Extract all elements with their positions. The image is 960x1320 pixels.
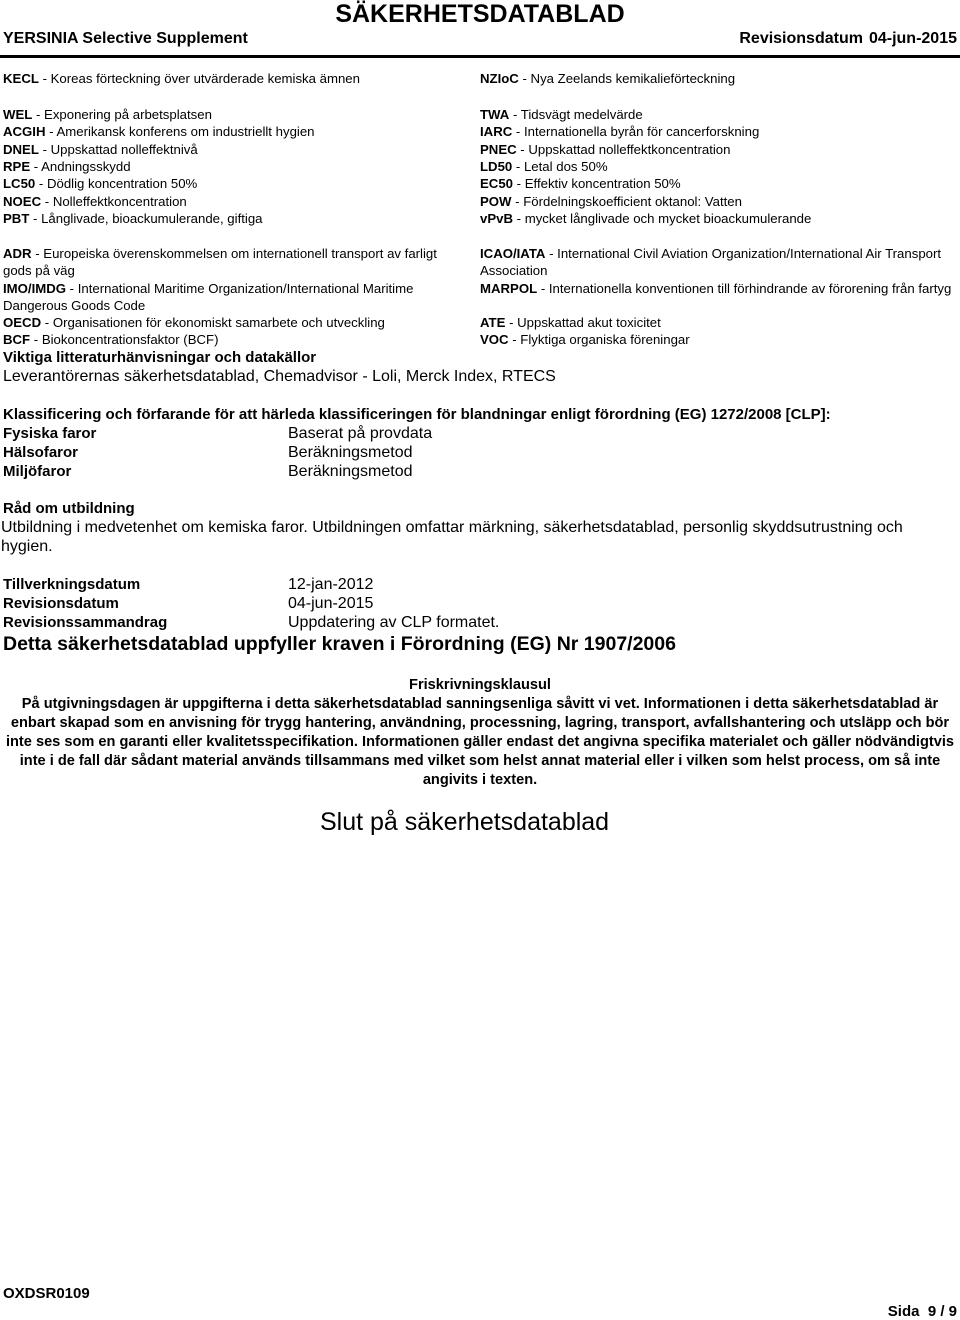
abbr-bcf: BCF - Biokoncentrationsfaktor (BCF) <box>3 332 219 347</box>
classification-label-physical: Fysiska faror <box>3 425 97 442</box>
abbr-voc: VOC - Flyktiga organiska föreningar <box>480 332 690 347</box>
revision-summary-label: Revisionssammandrag <box>3 614 168 631</box>
abbr-adr: ADR - Europeiska överenskommelsen om internationell transport av farligt gods på väg <box>3 246 437 279</box>
disclaimer-title: Friskrivningsklausul <box>409 677 551 693</box>
abbr-oecd: OECD - Organisationen för ekonomiskt samarbete och utveckling <box>3 315 385 330</box>
abbr-nzioc: NZIoC - Nya Zeelands kemikalieförteckning <box>480 71 736 86</box>
abbr-ec50: EC50 - Effektiv koncentration 50% <box>480 176 681 191</box>
product-name: YERSINIA Selective Supplement <box>3 30 248 47</box>
abbr-vpvb: vPvB - mycket långlivade och mycket bioackumulerande <box>480 211 812 226</box>
classification-value-environment: Beräkningsmetod <box>288 463 413 480</box>
abbr-twa: TWA - Tidsvägt medelvärde <box>480 107 643 122</box>
classification-value-physical: Baserat på provdata <box>288 425 433 442</box>
header-revision <box>739 30 957 48</box>
page-number: Sida 9 / 9 <box>887 1303 957 1320</box>
disclaimer-text: På utgivningsdagen är uppgifterna i detta säkerhetsdatablad sanningsenliga såvitt vi vet. Informationen i detta säkerhetsdatablad är enbart skapad som en anvisning för trygg hantering, användning, processning, lagring, transport, avfallshantering och utsläpp och bör inte ses som en garanti eller kvalitetsspecifikation. Informationen gäller endast det angivna specifika materialet och gäller nödvändigtvis inte i de fall där sådant material används tillsammans med vilket som helst annat material eller i vilken som helst process, om så inte angivits i texten. <box>5 696 955 788</box>
abbr-ld50: LD50 - Letal dos 50% <box>480 159 608 174</box>
header-divider <box>0 55 960 58</box>
abbr-imo-imdg: IMO/IMDG - International Maritime Organization/International Maritime Dangerous Goods Code <box>3 281 414 314</box>
revision-date-label: Revisionsdatum <box>3 595 119 612</box>
training-heading: Råd om utbildning <box>3 500 135 517</box>
revision-label: Revisionsdatum <box>739 30 863 47</box>
abbr-acgih: ACGIH - Amerikansk konferens om industriellt hygien <box>3 124 315 139</box>
abbr-dnel: DNEL - Uppskattad nolleffektnivå <box>3 142 198 157</box>
revision-summary-value: Uppdatering av CLP formatet. <box>288 614 500 631</box>
abbr-icao-iata: ICAO/IATA - International Civil Aviation Organization/International Air Transport Association <box>480 246 942 279</box>
abbr-noec: NOEC - Nolleffektkoncentration <box>3 194 187 209</box>
abbr-iarc: IARC - Internationella byrån för cancerforskning <box>480 124 760 139</box>
abbr-lc50: LC50 - Dödlig koncentration 50% <box>3 176 198 191</box>
references-heading: Viktiga litteraturhänvisningar och datakällor <box>3 349 317 366</box>
training-text: Utbildning i medvetenhet om kemiska faror. Utbildningen omfattar märkning, säkerhetsdatablad, personlig skyddsutrustning och hygien. <box>1 519 903 555</box>
classification-value-health: Beräkningsmetod <box>288 444 413 461</box>
abbr-pbt: PBT - Långlivade, bioackumulerande, giftiga <box>3 211 263 226</box>
abbr-ate: ATE - Uppskattad akut toxicitet <box>480 315 661 330</box>
classification-heading: Klassificering och förfarande för att härleda klassificeringen för blandningar enligt förordning (EG) 1272/2008 [CLP]: <box>3 406 831 423</box>
abbr-kecl: KECL - Koreas förteckning över utvärderade kemiska ämnen <box>3 71 360 86</box>
revision-date-value: 04-jun-2015 <box>288 595 374 612</box>
abbr-rpe: RPE - Andningsskydd <box>3 159 131 174</box>
classification-label-health: Hälsofaror <box>3 444 79 461</box>
classification-label-environment: Miljöfaror <box>3 463 72 480</box>
abbr-marpol: MARPOL - Internationella konventionen till förhindrande av förorening från fartyg <box>480 281 952 296</box>
manufacture-date-label: Tillverkningsdatum <box>3 576 141 593</box>
document-code: OXDSR0109 <box>3 1285 90 1302</box>
manufacture-date-value: 12-jan-2012 <box>288 576 374 593</box>
abbr-pow: POW - Fördelningskoefficient oktanol: Vatten <box>480 194 742 209</box>
abbr-pnec: PNEC - Uppskattad nolleffektkoncentration <box>480 142 731 157</box>
document-title: SÄKERHETSDATABLAD <box>335 0 625 28</box>
abbr-wel: WEL - Exponering på arbetsplatsen <box>3 107 212 122</box>
revision-date: 04-jun-2015 <box>868 30 957 47</box>
compliance-statement: Detta säkerhetsdatablad uppfyller kraven i Förordning (EG) Nr 1907/2006 <box>3 633 676 655</box>
references-text: Leverantörernas säkerhetsdatablad, Chemadvisor - Loli, Merck Index, RTECS <box>3 368 556 385</box>
end-text: Slut på säkerhetsdatablad <box>320 808 610 836</box>
